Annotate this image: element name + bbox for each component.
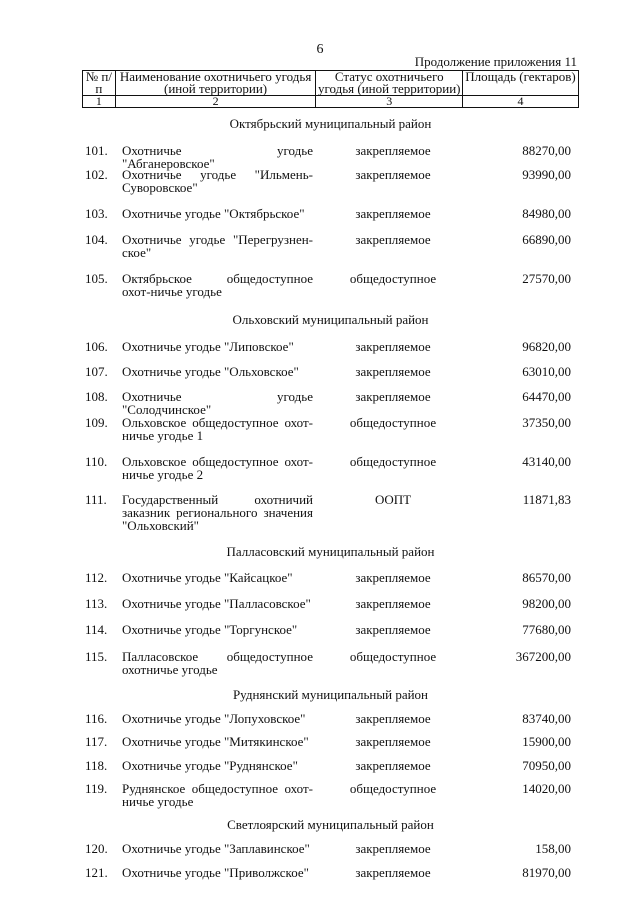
header-status: Статус охотничьего угодья (иной территории): [316, 71, 463, 96]
row-number: 108.: [85, 389, 108, 404]
row-number: 114.: [85, 622, 108, 637]
row-number: 104.: [85, 232, 108, 247]
row-status: закрепляемое: [355, 865, 431, 880]
row-status: закрепляемое: [355, 206, 431, 221]
row-number: 103.: [85, 206, 108, 221]
row-name: Охотничье угодье "Торгунское": [122, 622, 298, 637]
row-number: 111.: [85, 492, 107, 507]
page-number: 6: [316, 42, 324, 57]
row-number: 107.: [85, 364, 108, 379]
row-name: Руднянское общедоступное охот-ничье угодье: [122, 781, 313, 809]
row-number: 102.: [85, 167, 108, 182]
row-status: общедоступное: [349, 454, 437, 469]
row-area: 43140,00: [522, 454, 571, 469]
row-number: 110.: [85, 454, 108, 469]
header-name: Наименование охотничьего угодья (иной территории): [115, 71, 316, 96]
row-area: 77680,00: [522, 622, 571, 637]
column-number-4: 4: [463, 96, 579, 108]
row-area: 37350,00: [522, 415, 571, 430]
row-area: 64470,00: [522, 389, 571, 404]
row-area: 96820,00: [522, 339, 571, 354]
table-header: [82, 70, 579, 108]
row-area: 367200,00: [515, 649, 571, 664]
row-number: 120.: [85, 841, 108, 856]
row-status: закрепляемое: [355, 339, 431, 354]
section-title: Октябрьский муниципальный район: [229, 116, 432, 131]
column-number-3: 3: [316, 96, 463, 108]
row-name: Охотничье угодье "Митякинское": [122, 734, 309, 749]
row-status: закрепляемое: [355, 841, 431, 856]
row-number: 115.: [85, 649, 108, 664]
row-name: Охотничье угодье "Заплавинское": [122, 841, 310, 856]
row-area: 70950,00: [522, 758, 571, 773]
row-number: 112.: [85, 570, 108, 585]
row-status: закрепляемое: [355, 734, 431, 749]
row-area: 27570,00: [522, 271, 571, 286]
row-number: 109.: [85, 415, 108, 430]
row-status: общедоступное: [349, 271, 437, 286]
row-status: закрепляемое: [355, 758, 431, 773]
row-name: Охотничье угодье "Ольховское": [122, 364, 299, 379]
row-number: 117.: [85, 734, 108, 749]
row-number: 106.: [85, 339, 108, 354]
row-name: Палласовское общедоступное охотничье угодье: [122, 649, 313, 677]
row-area: 81970,00: [522, 865, 571, 880]
row-status: ООПТ: [374, 492, 412, 507]
continuation-note: Продолжение приложения 11: [414, 54, 577, 69]
row-status: общедоступное: [349, 649, 437, 664]
column-number-2: 2: [115, 96, 316, 108]
row-area: 98200,00: [522, 596, 571, 611]
row-area: 14020,00: [522, 781, 571, 796]
row-name: Охотничье угодье "Ильмень-Суворовское": [122, 167, 313, 195]
row-status: общедоступное: [349, 415, 437, 430]
row-area: 83740,00: [522, 711, 571, 726]
header-area: Площадь (гектаров): [463, 71, 579, 96]
row-number: 121.: [85, 865, 108, 880]
row-status: закрепляемое: [355, 143, 431, 158]
row-number: 116.: [85, 711, 108, 726]
row-area: 66890,00: [522, 232, 571, 247]
section-title: Ольховский муниципальный район: [232, 312, 429, 327]
row-area: 84980,00: [522, 206, 571, 221]
section-title: Светлоярский муниципальный район: [227, 817, 434, 832]
row-status: закрепляемое: [355, 167, 431, 182]
row-name: Охотничье угодье "Октябрьское": [122, 206, 305, 221]
row-status: закрепляемое: [355, 596, 431, 611]
row-name: Ольховское общедоступное охот-ничье угодье 1: [122, 415, 313, 443]
row-number: 118.: [85, 758, 108, 773]
row-status: закрепляемое: [355, 570, 431, 585]
row-name: Охотничье угодье "Липовское": [122, 339, 294, 354]
row-name: Охотничье угодье "Лопуховское": [122, 711, 306, 726]
column-number-1: 1: [83, 96, 116, 108]
row-name: Охотничье угодье "Перегрузнен-ское": [122, 232, 313, 260]
row-name: Охотничье угодье "Солодчинское": [122, 389, 313, 417]
row-area: 15900,00: [522, 734, 571, 749]
row-number: 101.: [85, 143, 108, 158]
section-title: Руднянский муниципальный район: [232, 687, 429, 702]
row-status: закрепляемое: [355, 232, 431, 247]
section-title: Палласовский муниципальный район: [226, 544, 435, 559]
row-name: Октябрьское общедоступное охот-ничье угодье: [122, 271, 313, 299]
row-status: закрепляемое: [355, 389, 431, 404]
row-status: закрепляемое: [355, 364, 431, 379]
row-status: закрепляемое: [355, 622, 431, 637]
row-area: 63010,00: [522, 364, 571, 379]
row-name: Охотничье угодье "Кайсацкое": [122, 570, 293, 585]
row-area: 93990,00: [522, 167, 571, 182]
row-area: 158,00: [535, 841, 571, 856]
row-name: Ольховское общедоступное охот-ничье угодье 2: [122, 454, 313, 482]
row-area: 11871,83: [522, 492, 571, 507]
row-number: 119.: [85, 781, 108, 796]
row-number: 113.: [85, 596, 108, 611]
row-name: Охотничье угодье "Руднянское": [122, 758, 298, 773]
row-status: закрепляемое: [355, 711, 431, 726]
row-name: Охотничье угодье "Палласовское": [122, 596, 311, 611]
row-area: 86570,00: [522, 570, 571, 585]
row-name: Охотничье угодье "Абганеровское": [122, 143, 313, 171]
row-number: 105.: [85, 271, 108, 286]
row-status: общедоступное: [349, 781, 437, 796]
row-area: 88270,00: [522, 143, 571, 158]
row-name: Государственный охотничий заказник регионального значения "Ольховский": [122, 492, 313, 533]
row-name: Охотничье угодье "Приволжское": [122, 865, 309, 880]
header-number: № п/п: [83, 71, 116, 96]
